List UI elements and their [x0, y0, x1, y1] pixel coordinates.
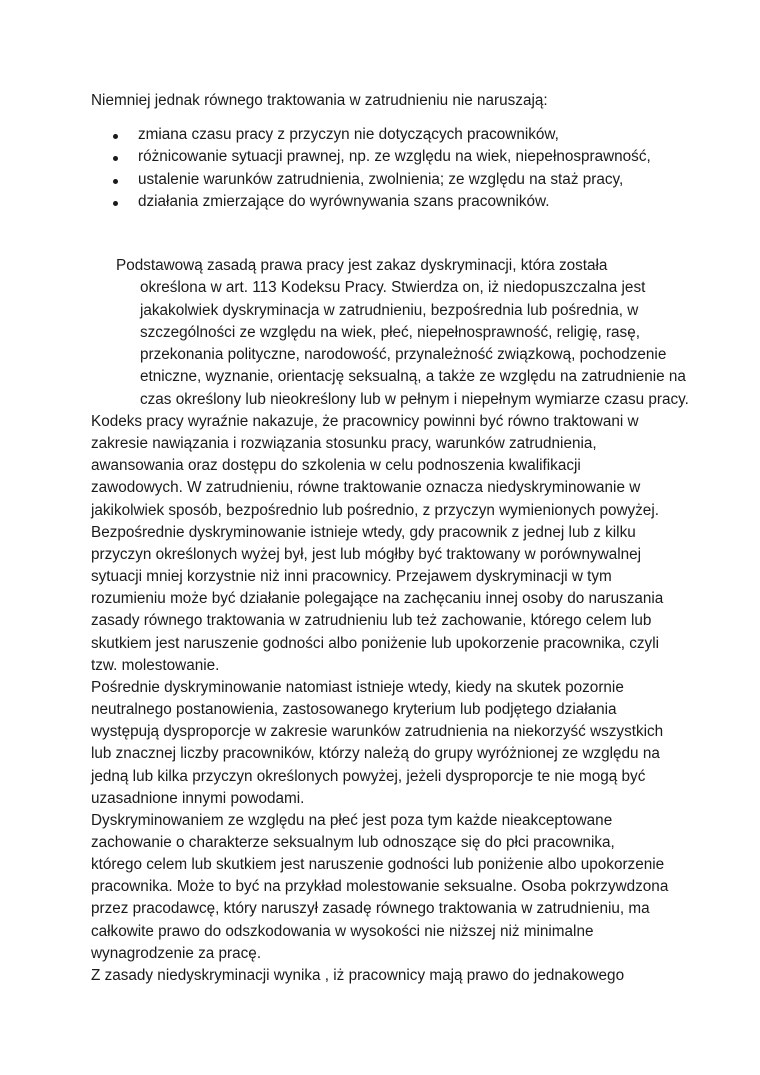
paragraph-line: przekonania polityczne, narodowość, przynależność związkową, pochodzenie [140, 346, 667, 364]
body-line: tzw. molestowanie. [91, 656, 220, 674]
body-line: Pośrednie dyskryminowanie natomiast istnieje wtedy, kiedy na skutek pozornie [91, 678, 624, 696]
body-line: sytuacji mniej korzystnie niż inni pracownicy. Przejawem dyskryminacji w tym [91, 568, 612, 586]
body-line: pracownika. Może to być na przykład molestowanie seksualne. Osoba pokrzywdzona [91, 878, 669, 896]
body-line: Kodeks pracy wyraźnie nakazuje, że pracownicy powinni być równo traktowani w [91, 413, 639, 430]
paragraph-line: szczególności ze względu na wiek, płeć, niepełnosprawność, religię, rasę, [140, 323, 640, 341]
body-line: Dyskryminowaniem ze względu na płeć jest poza tym każde nieakceptowane [91, 811, 613, 829]
body-line: rozumieniu może być działanie polegające na zachęcaniu innej osoby do naruszania [91, 590, 664, 608]
body-line: Z zasady niedyskryminacji wynika , iż pracownicy mają prawo do jednakowego [91, 966, 625, 984]
paragraph-line: określona w art. 113 Kodeksu Pracy. Stwierdza on, iż niedopuszczalna jest [140, 279, 646, 297]
paragraph-line: jakakolwiek dyskryminacja w zatrudnieniu, bezpośrednia lub pośrednia, w [140, 301, 639, 319]
body-line: zawodowych. W zatrudnieniu, równe traktowanie oznacza niedyskryminowanie w [91, 479, 641, 497]
intro-sentence: Niemniej jednak równego traktowania w zatrudnieniu nie naruszają: [91, 92, 548, 109]
paragraph-line: czas określony lub nieokreślony lub w pełnym i niepełnym wymiarze czasu pracy. [140, 390, 689, 408]
list-item: działania zmierzające do wyrównywania szans pracowników. [112, 191, 651, 213]
paragraph-line: Podstawową zasadą prawa pracy jest zakaz dyskryminacji, która została [116, 257, 608, 274]
bullet-dot-icon [113, 201, 118, 206]
body-line: Bezpośrednie dyskryminowanie istnieje wtedy, gdy pracownik z jednej lub z kilku [91, 523, 636, 541]
list-item: zmiana czasu pracy z przyczyn nie dotyczących pracowników, [112, 124, 651, 146]
body-line: którego celem lub skutkiem jest naruszenie godności lub poniżenie albo upokorzenie [91, 856, 665, 874]
bullet-dot-icon [113, 156, 118, 161]
body-line: całkowite prawo do odszkodowania w wysokości nie niższej niż minimalne [91, 922, 594, 940]
body-line: uzasadnione innymi powodami. [91, 789, 305, 807]
body-line: przyczyn określonych wyżej był, jest lub mógłby być traktowany w porównywalnej [91, 545, 642, 563]
body-line: awansowania oraz dostępu do szkolenia w celu podnoszenia kwalifikacji [91, 457, 581, 475]
list-item: ustalenie warunków zatrudnienia, zwolnienia; ze względu na staż pracy, [112, 169, 651, 191]
body-line: zasady równego traktowania w zatrudnieniu lub też zachowanie, którego celem lub [91, 612, 652, 630]
indented-paragraph [116, 255, 689, 411]
body-line: neutralnego postanowienia, zastosowanego kryterium lub podjętego działania [91, 701, 617, 719]
bullet-list [112, 124, 651, 213]
paragraph-line: etniczne, wyznanie, orientację seksualną, a także ze względu na zatrudnienie na [140, 368, 686, 386]
body-line: wynagrodzenie za pracę. [91, 944, 262, 962]
list-item: różnicowanie sytuacji prawnej, np. ze względu na wiek, niepełnosprawność, [112, 146, 651, 168]
body-line: występują dysproporcje w zakresie warunków zatrudnienia na niekorzyść wszystkich [91, 723, 664, 741]
bullet-dot-icon [113, 134, 118, 139]
body-line: jedną lub kilka przyczyn określonych powyżej, jeżeli dysproporcje te nie mogą być [91, 767, 646, 785]
body-line: zakresie nawiązania i rozwiązania stosunku pracy, warunków zatrudnienia, [91, 435, 597, 453]
body-line: jakikolwiek sposób, bezpośrednio lub pośrednio, z przyczyn wymienionych powyżej. [91, 501, 659, 519]
body-line: przez pracodawcę, który naruszył zasadę równego traktowania w zatrudnieniu, ma [91, 900, 650, 918]
body-text [91, 411, 668, 987]
body-line: zachowanie o charakterze seksualnym lub odnoszące się do płci pracownika, [91, 833, 615, 851]
body-line: skutkiem jest naruszenie godności albo poniżenie lub upokorzenie pracownika, czyli [91, 634, 660, 652]
body-line: lub znacznej liczby pracowników, którzy należą do grupy wyróżnionej ze względu na [91, 745, 660, 763]
bullet-dot-icon [113, 179, 118, 184]
